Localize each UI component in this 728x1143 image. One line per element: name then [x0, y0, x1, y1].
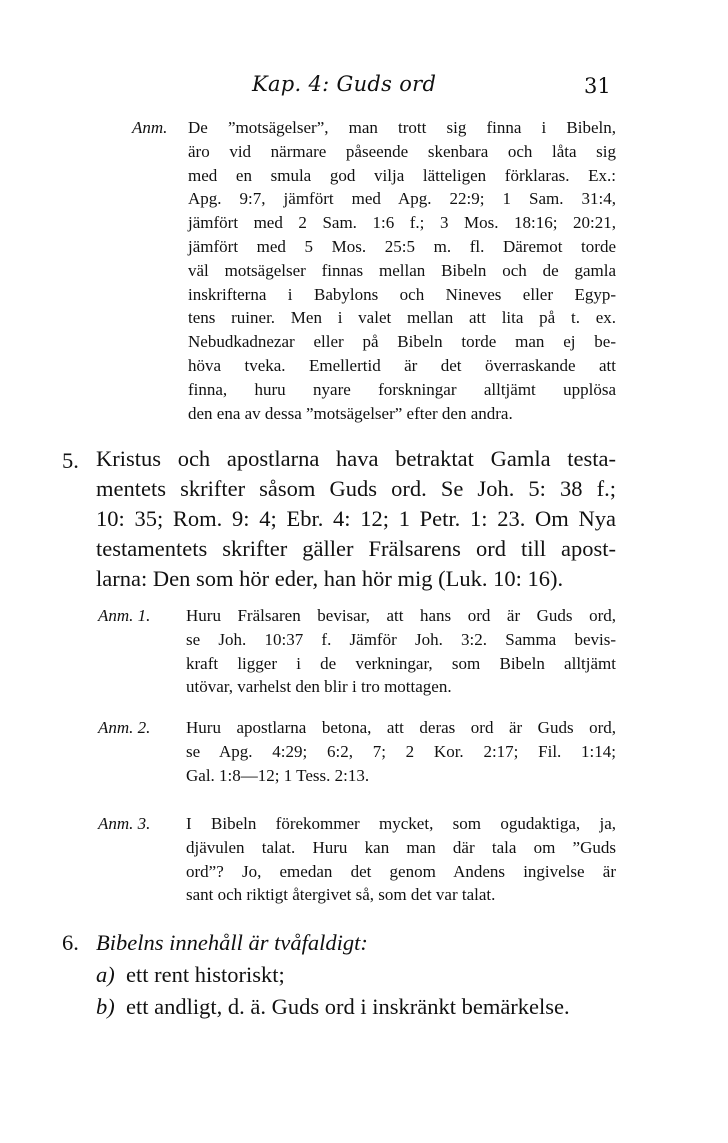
- text-line: väl motsägelser finnas mellan Bibeln och de gamla: [188, 260, 616, 280]
- running-title: Kap. 4: Guds ord: [252, 72, 437, 96]
- text-line: ord”? Jo, emedan det genom Andens ingivelse är: [186, 861, 616, 881]
- text-line: inskrifterna i Babylons och Nineves eller Egyp-: [188, 284, 616, 304]
- text-line: se Joh. 10:37 f. Jämför Joh. 3:2. Samma bevis-: [186, 629, 616, 649]
- text-line: larna: Den som hör eder, han hör mig (Luk. 10: 16).: [96, 566, 564, 591]
- text-line: se Apg. 4:29; 6:2, 7; 2 Kor. 2:17; Fil. 1:14;: [186, 741, 616, 761]
- item-b-label: b): [96, 994, 115, 1019]
- text-line: I Bibeln förekommer mycket, som ogudaktiga, ja,: [186, 814, 616, 833]
- text-line: djävulen talat. Huru kan man där tala om ”Guds: [186, 837, 616, 857]
- text-line: jämfört med 2 Sam. 1:6 f.; 3 Mos. 18:16; 20:21,: [188, 213, 616, 233]
- anm-2-text: [186, 716, 616, 787]
- text-line: Kristus och apostlarna hava betraktat Gamla testa-: [96, 446, 616, 471]
- page-number: 31: [584, 74, 611, 98]
- anm-1-text: [186, 604, 616, 699]
- text-line: testamentets skrifter gäller Frälsarens ord till apost-: [96, 536, 616, 561]
- anm-top-text: [188, 116, 616, 425]
- anm-label: Anm. 2.: [98, 718, 151, 737]
- text-line: Huru Frälsaren bevisar, att hans ord är Guds ord,: [186, 606, 616, 625]
- text-line: Gal. 1:8—12; 1 Tess. 2:13.: [186, 765, 370, 785]
- text-line: mentets skrifter såsom Guds ord. Se Joh. 5: 38 f.;: [96, 476, 616, 501]
- text-line: 10: 35; Rom. 9: 4; Ebr. 4: 12; 1 Petr. 1: 23. Om Nya: [96, 506, 616, 531]
- item-a-text: ett rent historiskt;: [126, 962, 285, 987]
- text-line: Huru apostlarna betona, att deras ord är Guds ord,: [186, 718, 616, 737]
- text-line: Apg. 9:7, jämfört med Apg. 22:9; 1 Sam. 31:4,: [188, 189, 616, 209]
- text-line: Nebudkadnezar eller på Bibeln torde man ej be-: [188, 332, 616, 352]
- text-line: den ena av dessa ”motsägelser” efter den andra.: [188, 403, 513, 423]
- text-line: äro vid närmare påseende skenbara och låta sig: [188, 141, 616, 161]
- item-b-text: ett andligt, d. ä. Guds ord i inskränkt bemärkelse.: [126, 994, 570, 1019]
- section-number: 6.: [62, 930, 79, 955]
- section-5-text: [96, 444, 616, 594]
- text-line: utövar, varhelst den blir i tro mottagen.: [186, 677, 452, 697]
- anm-label: Anm.: [132, 118, 168, 137]
- text-line: finna, huru nyare forskningar alltjämt upplösa: [188, 379, 616, 399]
- anm-label: Anm. 3.: [98, 814, 151, 833]
- item-a-label: a): [96, 962, 115, 987]
- text-line: De ”motsägelser”, man trott sig finna i Bibeln,: [188, 118, 616, 137]
- text-line: med en smula god vilja lätteligen förklaras. Ex.:: [188, 165, 616, 185]
- text-line: jämfört med 5 Mos. 25:5 m. fl. Däremot torde: [188, 236, 616, 256]
- section-number: 5.: [62, 448, 79, 473]
- text-line: tens ruiner. Men i valet mellan att lita på t. ex.: [188, 308, 616, 328]
- text-line: höva tveka. Emellertid är det överraskande att: [188, 355, 616, 375]
- anm-label: Anm. 1.: [98, 606, 151, 625]
- text-line: sant och riktigt återgivet så, som det var talat.: [186, 885, 496, 905]
- section-6-heading: Bibelns innehåll är tvåfaldigt:: [96, 930, 368, 955]
- anm-3-text: [186, 812, 616, 907]
- text-line: kraft ligger i de verkningar, som Bibeln alltjämt: [186, 653, 616, 673]
